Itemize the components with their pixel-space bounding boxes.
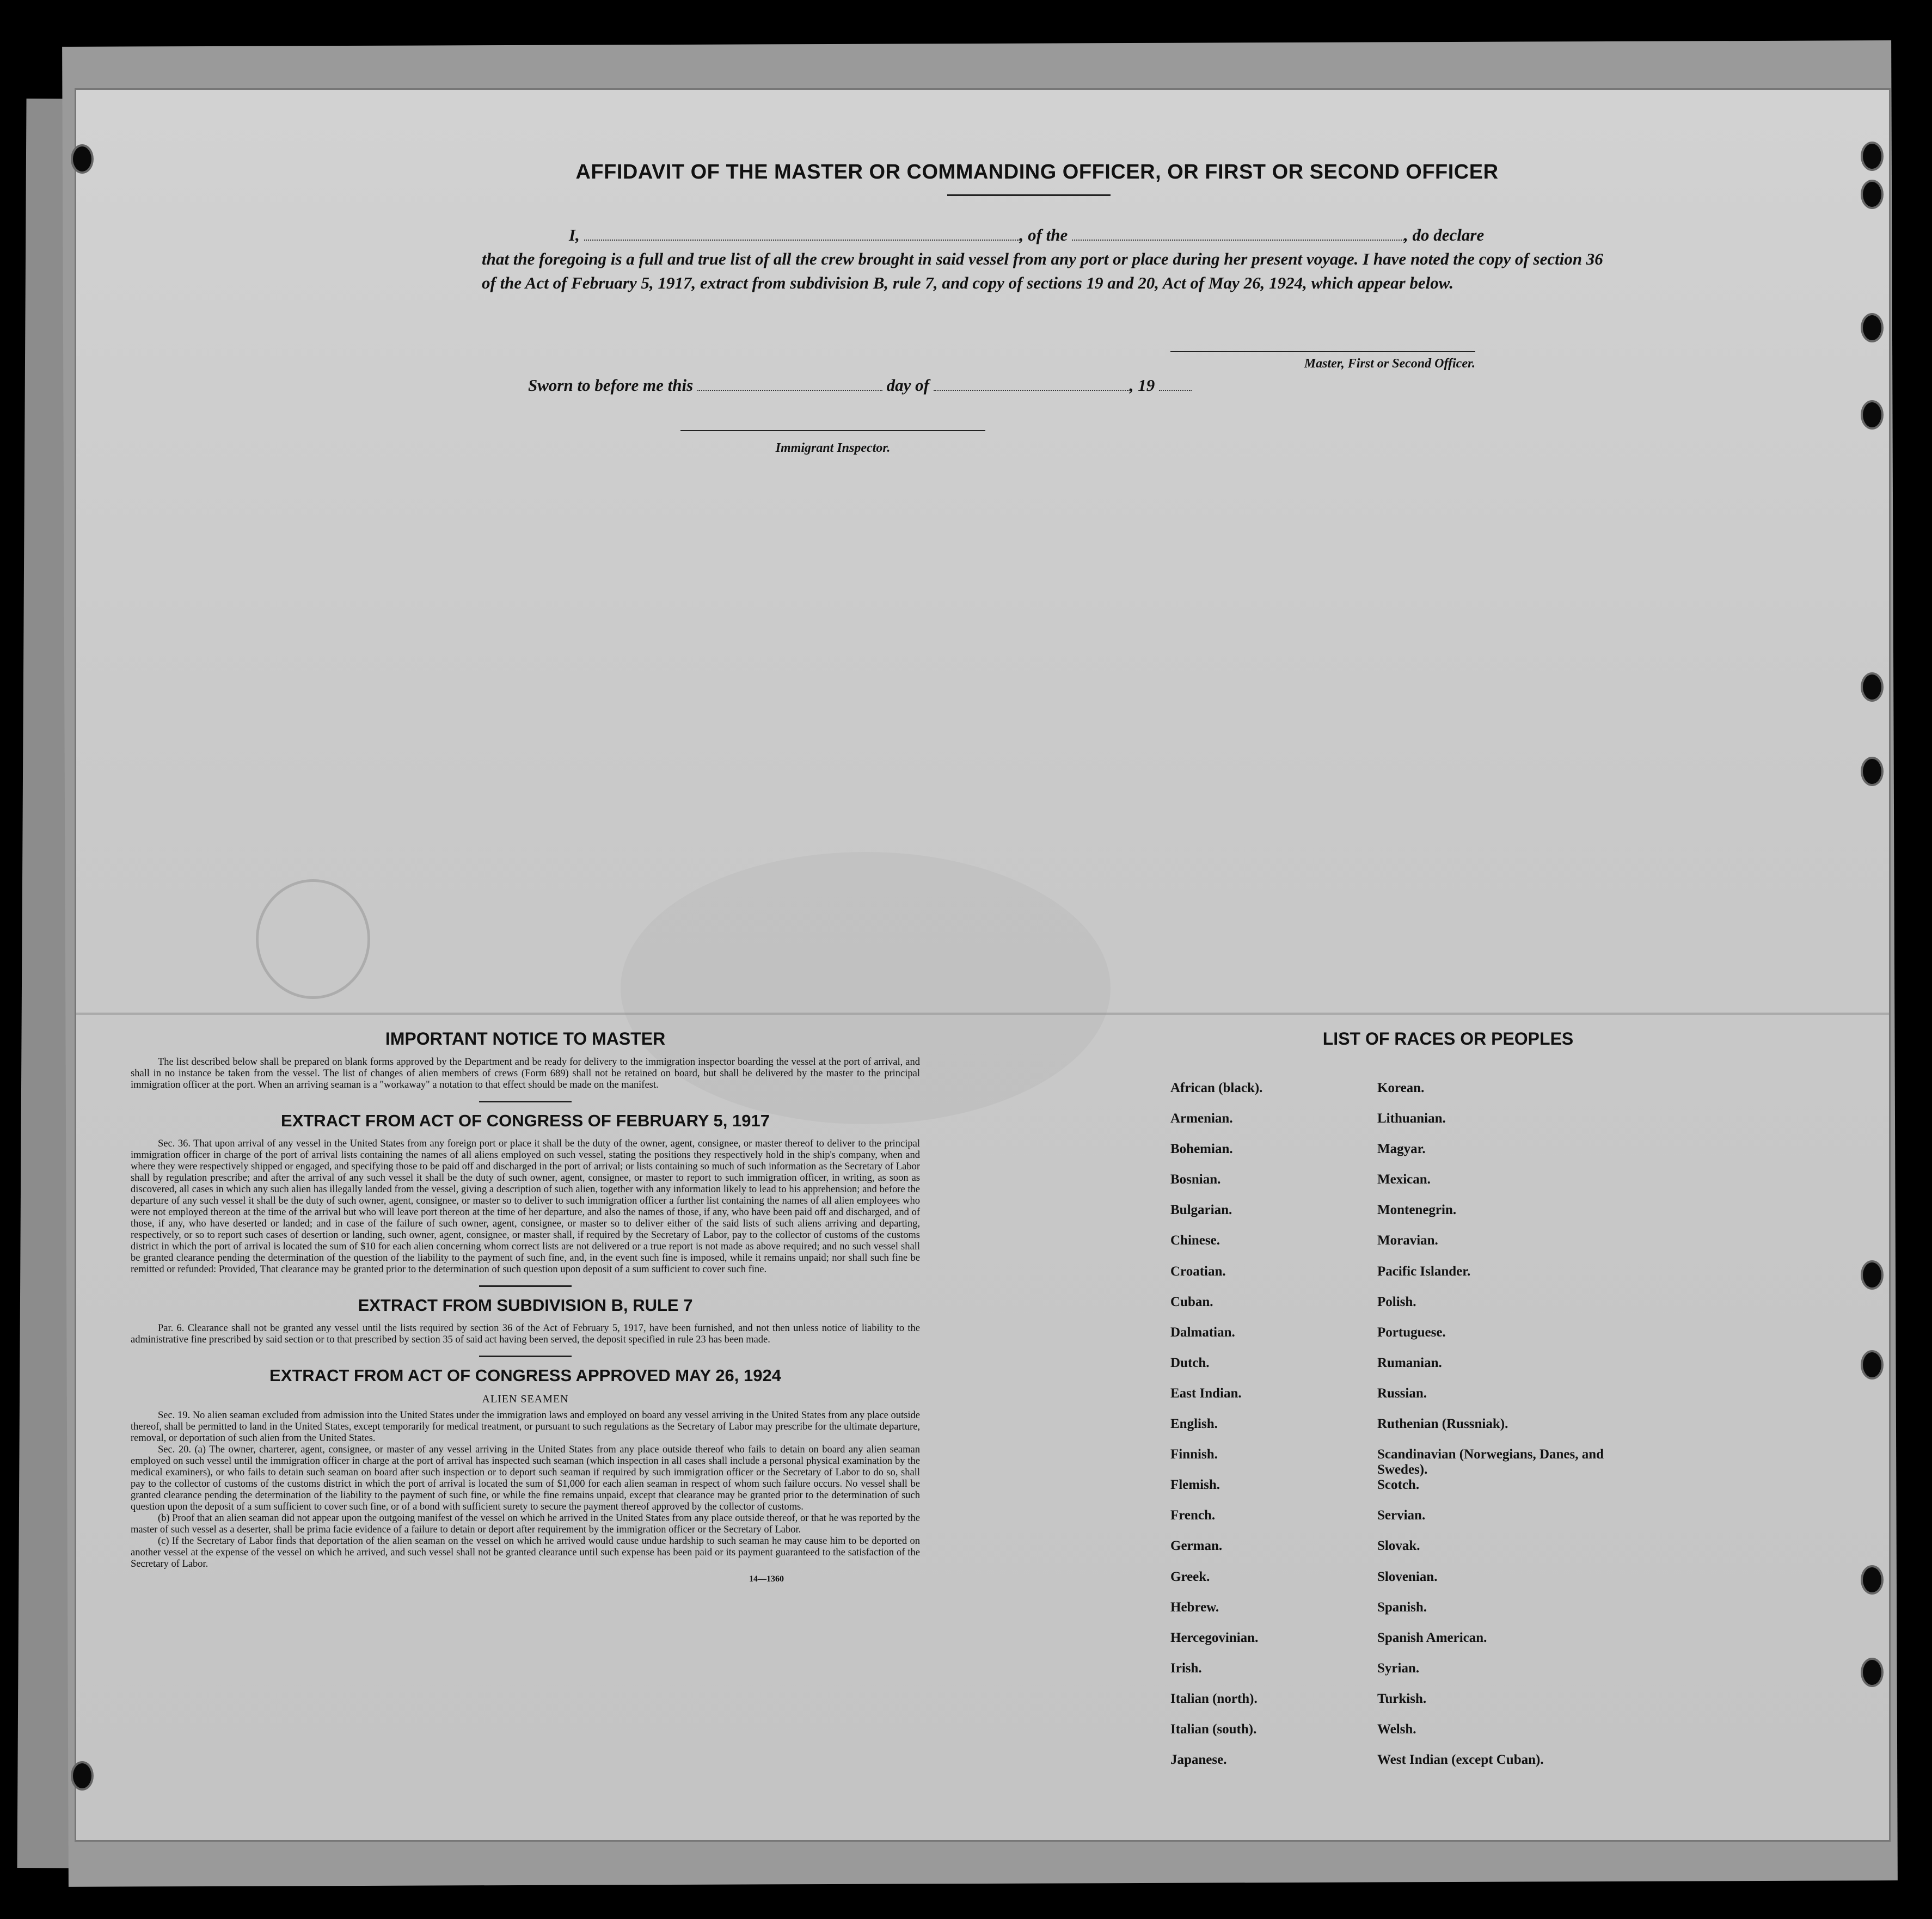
race-item: Bohemian.: [1170, 1142, 1233, 1157]
faded-stamp: [256, 879, 370, 999]
par6-paragraph: Par. 6. Clearance shall not be granted any vessel until the lists required by section 36 of the Act of February 5, 1917, have been furnished, and not then unless notice of liability to the administrative fine prescribed by said section or to that prescribed by section 35 of said act having been served, the deposit specified in rule 23 has been made.: [131, 1323, 920, 1345]
race-item: Montenegrin.: [1377, 1203, 1457, 1218]
legal-notices: [131, 1029, 920, 1584]
punch-hole-icon: [1861, 1565, 1884, 1595]
extract-1917-text: [131, 1138, 920, 1276]
race-item: Scotch.: [1377, 1477, 1420, 1493]
race-item: Finnish.: [1170, 1447, 1218, 1462]
punch-hole-icon: [1861, 180, 1884, 209]
signature-line[interactable]: [1170, 351, 1475, 352]
sec20b-paragraph: (b) Proof that an alien seaman did not appear upon the outgoing manifest of the vessel on which he arrived in the United States from any place outside thereof, or that he was reported by the master of such vessel as a deserter, shall be prima facie evidence of a failure to detain or deport after requirement by the immigration officer or the Secretary of Labor.: [131, 1513, 920, 1535]
race-item: Hebrew.: [1170, 1599, 1219, 1615]
sec19-paragraph: Sec. 19. No alien seaman excluded from admission into the United States under the immigration laws and employed on board any vessel arriving in the United States from any place outside thereof, shall be permitted to land in the United States, except temporarily for medical treatment, or pursuant to such regulations as the Secretary of Labor may prescribe for the ultimate departure, removal, or deportation of such alien from the United States.: [131, 1410, 920, 1444]
line1-mid: , of the: [1019, 225, 1068, 244]
race-item: Slovenian.: [1377, 1569, 1438, 1584]
section-rule: [479, 1101, 572, 1102]
affidavit-text: that the foregoing is a full and true list of all the crew brought in said vessel from any port or place during her present voyage. I have noted the copy of section 36 of the Act of February 5, 1917, extract from subdivision B, rule 7, and copy of sections 19 and 20, Act of May 26, 1924, which appear below.: [482, 249, 1603, 292]
punch-hole-icon: [1861, 672, 1884, 702]
races-right-column: [1377, 1081, 1639, 1783]
notice-title: IMPORTANT NOTICE TO MASTER: [385, 1029, 666, 1049]
punch-hole-icon: [1861, 1658, 1884, 1687]
sworn-start: Sworn to before me this: [528, 376, 694, 395]
line1-start: I,: [569, 225, 580, 244]
race-item: Korean.: [1377, 1081, 1425, 1095]
extract-1917-title: EXTRACT FROM ACT OF CONGRESS OF FEBRUARY 5, 1917: [281, 1111, 770, 1130]
notice-text: [131, 1057, 920, 1091]
alien-seamen-subtitle: ALIEN SEAMEN: [482, 1393, 569, 1405]
affidavit-title: AFFIDAVIT OF THE MASTER OR COMMANDING OFFICER, OR FIRST OR SECOND OFFICER: [575, 161, 1499, 183]
race-item: Moravian.: [1377, 1233, 1438, 1248]
sworn-line: [528, 376, 1192, 395]
line1-end: , do declare: [1404, 225, 1485, 244]
race-item: Scandinavian (Norwegians, Danes, and Swedes).: [1377, 1447, 1604, 1477]
race-item: Hercegovinian.: [1170, 1630, 1259, 1645]
race-item: Spanish American.: [1377, 1630, 1487, 1645]
race-item: Magyar.: [1377, 1142, 1426, 1157]
race-item: Turkish.: [1377, 1691, 1427, 1706]
title-rule: [947, 194, 1111, 196]
notice-paragraph: The list described below shall be prepared on blank forms approved by the Department and be ready for delivery to the immigration inspector boarding the vessel at the port of arrival, and shall in no instance be taken from the vessel. The list of changes of alien members of crews (Form 689) shall not be retained on board, but shall be delivered by the master to the principal immigration officer at the port. When an arriving seaman is a "workaway" a notation to that effect should be made on the manifest.: [131, 1057, 920, 1090]
name-blank[interactable]: [584, 226, 1020, 241]
race-item: Croatian.: [1170, 1264, 1226, 1279]
race-item: Armenian.: [1170, 1111, 1233, 1126]
month-blank[interactable]: [934, 377, 1130, 391]
race-item: Bulgarian.: [1170, 1203, 1232, 1218]
form-number: 14—1360: [749, 1574, 784, 1584]
extract-1924-text: [131, 1410, 920, 1570]
race-item: Mexican.: [1377, 1172, 1431, 1187]
vessel-blank[interactable]: [1072, 226, 1404, 241]
day-blank[interactable]: [697, 377, 882, 391]
race-item: Japanese.: [1170, 1752, 1227, 1768]
sec20c-paragraph: (c) If the Secretary of Labor finds that deportation of the alien seaman on the vessel on which he arrived would cause undue hardship to such seaman he may cause him to be deported on another vessel at the expense of the vessel on which he arrived, and such vessel shall not be granted clearance until such expense has been paid or its payment guaranteed to the satisfaction of the Secretary of Labor.: [131, 1536, 920, 1569]
section-rule: [479, 1285, 572, 1287]
punch-hole-icon: [1861, 313, 1884, 342]
race-item: Bosnian.: [1170, 1172, 1221, 1187]
race-item: Cuban.: [1170, 1294, 1213, 1309]
signature-label: Master, First or Second Officer.: [1304, 357, 1475, 371]
race-item: Welsh.: [1377, 1721, 1416, 1737]
race-item: West Indian (except Cuban).: [1377, 1752, 1544, 1768]
punch-hole-icon: [1861, 400, 1884, 430]
section-rule: [479, 1356, 572, 1357]
race-item: Rumanian.: [1377, 1355, 1442, 1370]
race-item: Flemish.: [1170, 1477, 1220, 1493]
race-item: Irish.: [1170, 1660, 1202, 1676]
race-item: Pacific Islander.: [1377, 1264, 1471, 1279]
race-item: Portuguese.: [1377, 1325, 1446, 1340]
race-item: Lithuanian.: [1377, 1111, 1446, 1126]
race-item: African (black).: [1170, 1081, 1263, 1095]
punch-hole-icon: [1861, 1260, 1884, 1290]
race-item: Greek.: [1170, 1569, 1210, 1584]
rule7-text: [131, 1323, 920, 1346]
year-blank[interactable]: [1159, 377, 1192, 391]
affidavit-body: [482, 223, 1614, 295]
inspector-label: Immigrant Inspector.: [775, 441, 891, 455]
rule7-title: EXTRACT FROM SUBDIVISION B, RULE 7: [358, 1296, 693, 1315]
race-item: German.: [1170, 1538, 1223, 1554]
punch-hole-icon: [1861, 1350, 1884, 1380]
race-item: East Indian.: [1170, 1385, 1242, 1401]
document-page: [76, 90, 1889, 1840]
race-item: French.: [1170, 1508, 1216, 1523]
extract-1924-title: EXTRACT FROM ACT OF CONGRESS APPROVED MAY 26, 1924: [269, 1366, 781, 1385]
race-item: Chinese.: [1170, 1233, 1220, 1248]
race-item: Slovak.: [1377, 1538, 1420, 1554]
sec20a-paragraph: Sec. 20. (a) The owner, charterer, agent, consignee, or master of any vessel arriving in the United States from any place outside thereof who fails to detain on board any alien seaman employed on such vessel until the immigration officer in charge at the port of arrival has inspected such seaman (which inspection in all cases shall include a personal physical examination by the medical examiners), or who fails to detain such seaman on board after such inspection or to deport such seaman if required by such immigration officer or the Secretary of Labor to do so, shall pay to the collector of customs of the customs district in which the port of arrival is located the sum of $1,000 for each alien seaman in respect of whom such failure occurs. No vessel shall be granted clearance pending the determination of the liability to the payment of such fine, or while the fine remains unpaid, except that clearance may be granted prior to the determination of such question upon the deposit of a sum sufficient to cover such fine, or of a bond with sufficient surety to secure the payment thereof approved by the collector of customs.: [131, 1444, 920, 1512]
punch-hole-icon: [1861, 757, 1884, 786]
race-item: Ruthenian (Russniak).: [1377, 1417, 1508, 1432]
punch-hole-icon: [71, 144, 94, 174]
sworn-mid: day of: [886, 376, 929, 395]
race-item: Italian (north).: [1170, 1691, 1258, 1706]
race-item: Dalmatian.: [1170, 1325, 1235, 1340]
race-item: Spanish.: [1377, 1599, 1427, 1615]
race-item: English.: [1170, 1417, 1218, 1432]
race-item: Italian (south).: [1170, 1721, 1257, 1737]
races-title: LIST OF RACES OR PEOPLES: [1322, 1029, 1574, 1049]
race-item: Servian.: [1377, 1508, 1426, 1523]
race-item: Polish.: [1377, 1294, 1416, 1309]
inspector-signature-line[interactable]: [680, 430, 985, 431]
race-item: Syrian.: [1377, 1660, 1420, 1676]
punch-hole-icon: [71, 1761, 94, 1791]
punch-hole-icon: [1861, 142, 1884, 171]
sec36-paragraph: Sec. 36. That upon arrival of any vessel in the United States from any foreign port or place it shall be the duty of the owner, agent, consignee, or master thereof to deliver to the principal immigration officer in charge of the port of arrival lists containing the names of all aliens employed on such vessel, stating the positions they respectively hold in the ship's company, when and where they were respectively shipped or engaged, and specifying those to be paid off and discharged in the port of arrival; or lists containing so much of such information as the Secretary of Labor shall by regulation prescribe; and after the arrival of any such vessel it shall be the duty of such owner, agent, consignee, or master to report to such immigration officer, in writing, as soon as discovered, all cases in which any such alien has illegally landed from the vessel, giving a description of such alien, together with any information likely to lead to his apprehension; and before the departure of any such vessel it shall be the duty of such owner, agent, consignee, or master so to deliver to such immigration officer a further list containing the names of all alien employees who were not employed thereon at the time of the arrival but who will leave port thereon at the time of her departure, and also the names of those, if any, who have been paid off and discharged, and of those, if any, who have deserted or landed; and in case of the failure of such owner, agent, consignee, or master so to deliver either of the said lists of such aliens arriving and departing, respectively, or so to report such cases of desertion or landing, such owner, agent, consignee, or master shall, if required by the Secretary of Labor, pay to the collector of customs of the customs district in which the port of arrival is located the sum of $10 for each alien concerning whom correct lists are not delivered or a true report is not made as above required; and no such vessel shall be granted clearance pending the determination of the question of the liability to the payment of such fine, and, in the event such fine is imposed, while it remains unpaid; nor shall such fine be remitted or refunded: Provided, That clearance may be granted prior to the determination of such question upon deposit of a sum sufficient to cover such fine.: [131, 1138, 920, 1275]
race-item: Russian.: [1377, 1385, 1427, 1401]
race-item: Dutch.: [1170, 1355, 1210, 1370]
sworn-end: , 19: [1129, 376, 1155, 395]
